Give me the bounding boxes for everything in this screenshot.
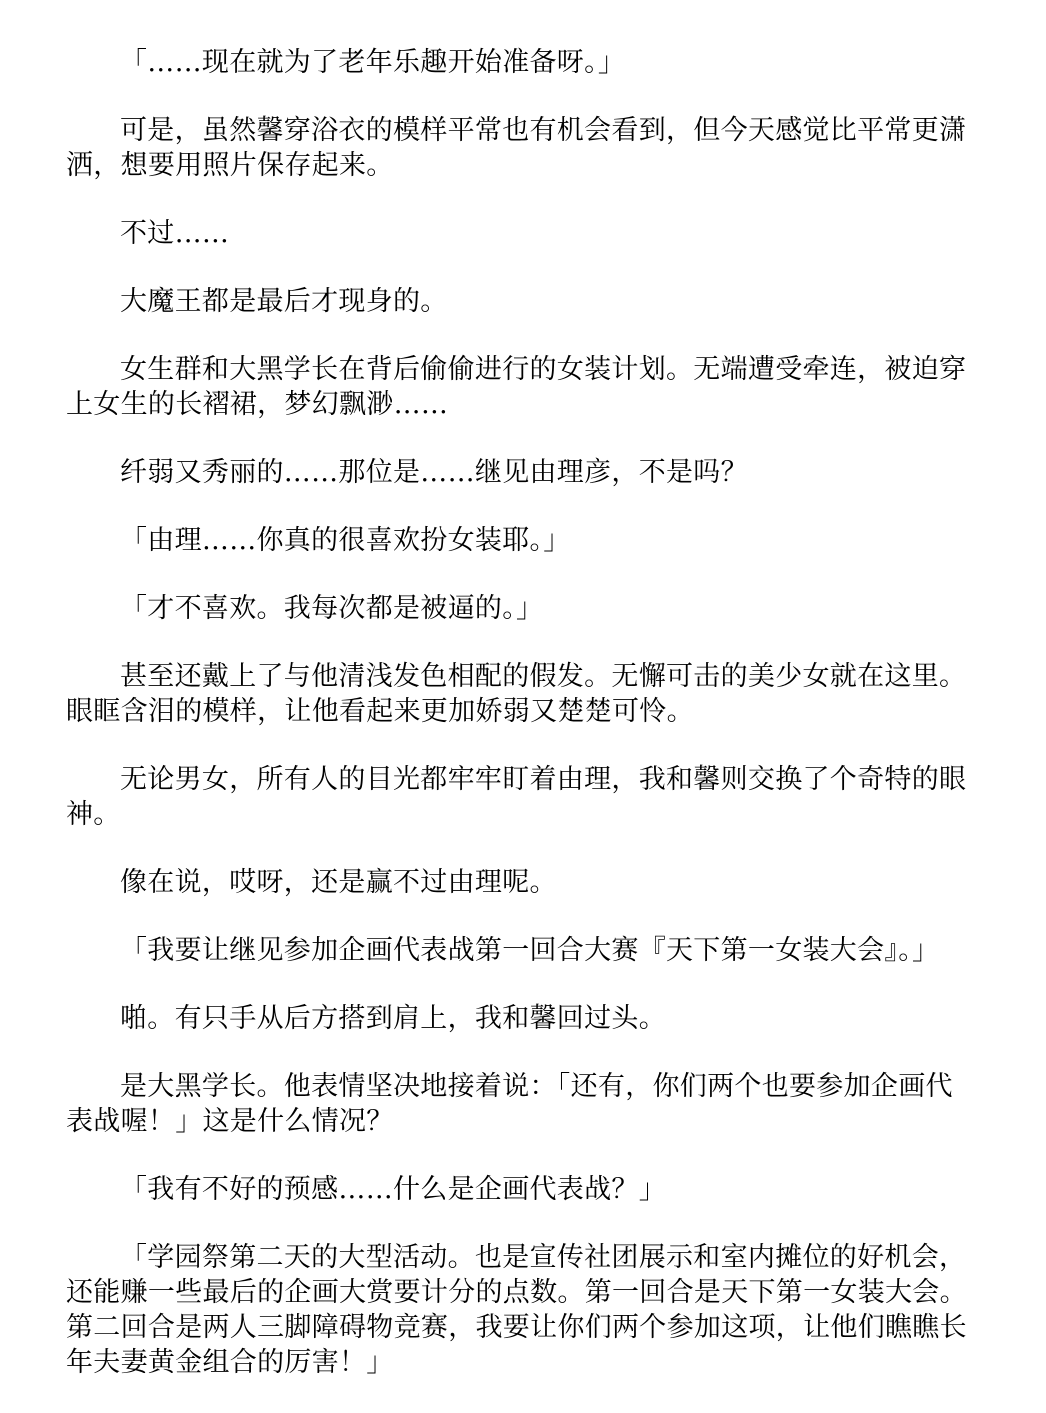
paragraph: 「我要让继见参加企画代表战第一回合大赛『天下第一女装大会』。」 [120,935,940,966]
paragraph: 大魔王都是最后才现身的。 [120,286,448,317]
paragraph: 女生群和大黑学长在背后偷偷进行的女装计划。无端遭受牵连，被迫穿上女生的长褶裙，梦幻飘渺…… [66,354,967,420]
paragraph: 「我有不好的预感……什么是企画代表战？」 [120,1174,666,1205]
paragraph: 像在说，哎呀，还是赢不过由理呢。 [120,867,557,898]
paragraph: 纤弱又秀丽的……那位是……继见由理彦，不是吗？ [120,457,748,488]
paragraph: 无论男女，所有人的目光都牢牢盯着由理，我和馨则交换了个奇特的眼神。 [66,764,967,830]
paragraph: 「……现在就为了老年乐趣开始准备呀。」 [120,47,626,78]
paragraph: 是大黑学长。他表情坚决地接着说：「还有，你们两个也要参加企画代表战喔！」这是什么情况？ [66,1071,953,1137]
paragraph: 「学园祭第二天的大型活动。也是宣传社团展示和室内摊位的好机会，还能赚一些最后的企画大赏要计分的点数。第一回合是天下第一女装大会。第二回合是两人三脚障碍物竞赛，我要让你们两个参加这项，让他们瞧瞧长年夫妻黄金组合的厉害！」 [66,1242,967,1378]
paragraph: 可是，虽然馨穿浴衣的模样平常也有机会看到，但今天感觉比平常更潇洒，想要用照片保存起来。 [66,115,967,181]
paragraph: 「由理……你真的很喜欢扮女装耶。」 [120,525,571,556]
paragraph: 甚至还戴上了与他清浅发色相配的假发。无懈可击的美少女就在这里。眼眶含泪的模样，让他看起来更加娇弱又楚楚可怜。 [66,661,967,727]
document-page [66,45,974,1413]
paragraph: 「才不喜欢。我每次都是被逼的。」 [120,593,544,624]
paragraph: 啪。有只手从后方搭到肩上，我和馨回过头。 [120,1003,666,1034]
paragraph: 不过…… [120,218,230,249]
